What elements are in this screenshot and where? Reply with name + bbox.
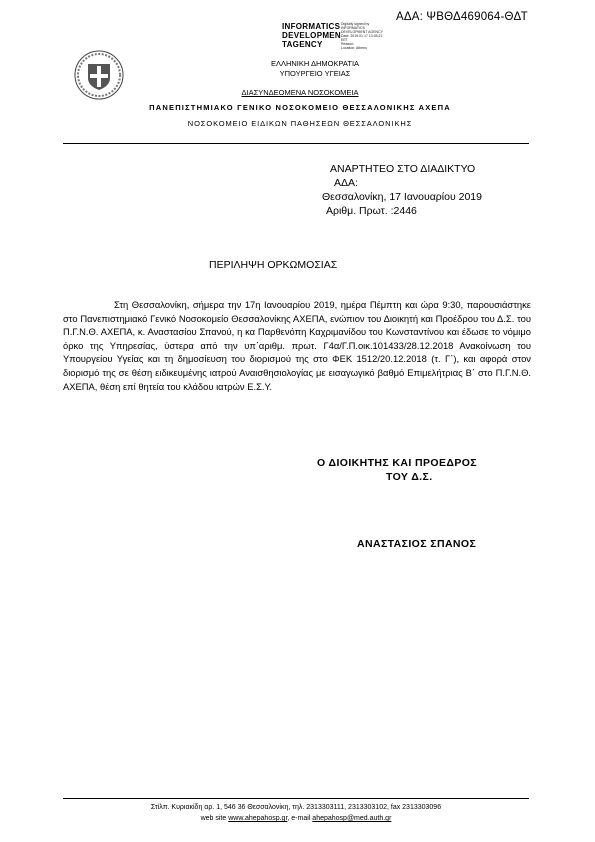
subhospital-name: ΝΟΣΟΚΟΜΕΙΟ ΕΙΔΙΚΩΝ ΠΑΘΗΣΕΩΝ ΘΕΣΣΑΛΟΝΙΚΗΣ	[187, 119, 413, 128]
stamp-detail: EET	[341, 38, 348, 42]
web-label: web site	[200, 815, 227, 822]
signer-name: ΑΝΑΣΤΑΣΙΟΣ ΣΠΑΝΟΣ	[357, 538, 477, 550]
email-label: , e-mail	[287, 815, 311, 822]
header-divider	[63, 143, 529, 144]
unit-text: ΔΙΑΣΥΝΔΕΟΜΕΝΑ ΝΟΣΟΚΟΜΕΙΑ	[241, 88, 359, 97]
stamp-line-1: INFORMATICS	[282, 22, 341, 31]
ada-code-top: ΑΔΑ: ΨΒΘΔ469064-ΘΔΤ	[396, 11, 528, 23]
document-title: ΠΕΡΙΛΗΨΗ ΟΡΚΩΜΟΣΙΑΣ	[209, 259, 338, 271]
document-body	[63, 298, 531, 393]
signer-role-line-1: Ο ΔΙΟΙΚΗΤΗΣ ΚΑΙ ΠΡΟΕΔΡΟΣ	[317, 457, 477, 469]
signature-stamp	[282, 22, 341, 49]
document-date: Θεσσαλονίκη, 17 Ιανουαρίου 2019	[322, 191, 482, 203]
stamp-detail: Reason:	[341, 42, 355, 46]
post-online-label: ΑΝΑΡΤΗΤΕΟ ΣΤΟ ΔΙΑΔΙΚΤΥΟ	[330, 163, 476, 175]
stamp-detail: Date: 2019.01.17 13:05:21	[341, 34, 383, 38]
stamp-detail: INFORMATICS	[341, 26, 365, 30]
stamp-details	[341, 22, 401, 50]
footer-contacts	[63, 815, 529, 822]
website-link[interactable]: www.ahepahosp.gr	[228, 815, 288, 822]
stamp-detail: Location: Athens	[341, 46, 367, 50]
republic-label: ΕΛΛΗΝΙΚΗ ΔΗΜΟΚΡΑΤΙΑ	[270, 59, 360, 68]
email-link[interactable]: ahepahosp@med.auth.gr	[312, 815, 392, 822]
stamp-detail: Digitally signed by	[341, 22, 370, 26]
hospital-name: ΠΑΝΕΠΙΣΤΗΜΙΑΚΟ ΓΕΝΙΚΟ ΝΟΣΟΚΟΜΕΙΟ ΘΕΣΣΑΛΟΝΙΚΗΣ ΑΧΕΠΑ	[149, 103, 451, 112]
unit-label	[0, 88, 595, 97]
stamp-detail: DEVELOPMENT AGENCY	[341, 30, 383, 34]
protocol-number: Αριθμ. Πρωτ. :2446	[326, 205, 417, 217]
signer-role-line-2: ΤΟΥ Δ.Σ.	[386, 471, 433, 483]
footer-address: Στίλπ. Κυριακίδη αρ. 1, 546 36 Θεσσαλονίκη, τηλ. 2313303111, 2313303102, fax 2313303096	[150, 804, 442, 811]
footer-divider	[63, 798, 529, 799]
stamp-line-2: DEVELOPMEN	[282, 31, 342, 40]
ada-label: ΑΔΑ:	[334, 177, 358, 189]
stamp-line-3: TAGENCY	[282, 40, 323, 49]
ministry-label: ΥΠΟΥΡΓΕΙΟ ΥΓΕΙΑΣ	[279, 69, 351, 78]
body-paragraph: Στη Θεσσαλονίκη, σήμερα την 17η Ιανουαρίου 2019, ημέρα Πέμπτη και ώρα 9:30, παρουσιάστηκε στο Πανεπιστημιακό Γενικό Νοσοκομείο Θεσσαλονίκης ΑΧΕΠΑ, ενώπιον του Διοικητή και Προέδρου του Δ.Σ. του Π.Γ.Ν.Θ. ΑΧΕΠΑ, κ. Αναστασίου Σπανού, η κα Παρθενόπη Καχριμανίδου του Κωνσταντίνου και έδωσε το νόμιμο όρκο της Υπηρεσίας, ύστερα από την υπ΄αριθμ. πρωτ. Γ4α/Γ.Π.οικ.101433/28.12.2018 Ανακοίνωση του Υπουργείου Υγείας και τη δημοσίευση του διορισμού της στο ΦΕΚ 1512/20.12.2018 (τ. Γ΄), και αφορά στον διορισμό της σε θέση ειδικευμένης ιατρού Αναισθησιολογίας με εισαγωγικό βαθμό Επιμελήτριας Β΄ στο Π.Γ.Ν.Θ. ΑΧΕΠΑ, θέση επί θητεία του κλάδου ιατρών Ε.Σ.Υ.	[63, 299, 531, 392]
